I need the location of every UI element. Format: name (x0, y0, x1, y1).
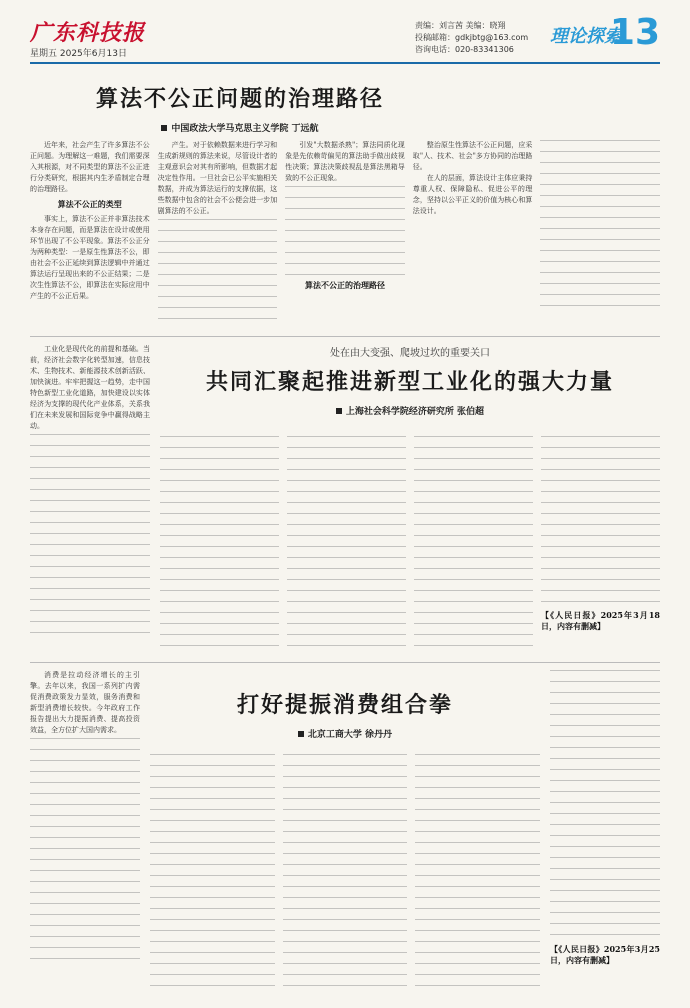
body-text-lines (283, 754, 408, 994)
byline-text: 中国政法大学马克思主义学院 丁远航 (171, 124, 319, 134)
email-line: 投稿邮箱：gdkjbtg@163.com (415, 33, 529, 42)
article-byline (160, 404, 660, 417)
intro-column (30, 344, 150, 649)
section-subhead: 算法不公正的治理路径 (304, 280, 385, 290)
phone-line: 咨询电话：020-83341306 (415, 45, 514, 54)
editors-info (415, 20, 528, 56)
column (414, 436, 533, 646)
paragraph: 近年来，社会产生了许多算法不公正问题。为理解这一难题，我们需要深入其根源，对不同类型的算法不公正进行分类研究，根据其内生矛盾制定合理的治理路径。 (30, 141, 150, 193)
column-4 (413, 140, 533, 320)
article-headline: 打好提振消费组合拳 (236, 692, 453, 718)
divider (30, 336, 660, 337)
column (287, 436, 406, 646)
column (541, 436, 660, 646)
column-5 (540, 140, 660, 320)
paragraph: 工业化是现代化的前提和基础。当前，经济社会数字化转型加速，信息技术、生物技术、新能源技术创新活跃、加快演进。牢牢把握这一趋势，走中国特色新型工业化道路，加快建设以实体经济为支撑的现代化产业体系，关系我们在未来发展和国际竞争中赢得战略主动。 (30, 345, 150, 430)
body-text-lines (30, 738, 140, 968)
article-byline (30, 121, 450, 134)
column-1 (30, 140, 150, 320)
masthead (30, 12, 660, 64)
article-kicker: 处在由大变强、爬坡过坎的重要关口 (330, 348, 490, 359)
column (283, 754, 408, 994)
page-number: 13 (609, 12, 660, 53)
bullet-square-icon (298, 731, 304, 737)
section-title: 理论探索 (550, 26, 622, 47)
body-text-lines (285, 186, 405, 276)
paragraph: 整治原生性算法不公正问题，应采取"人、技术、社会"多方协同的治理路径。 (412, 141, 533, 171)
bullet-square-icon (336, 408, 342, 414)
body-text-lines (541, 436, 660, 606)
column-3 (285, 140, 405, 320)
article-consumption (30, 670, 660, 1000)
source-note: 【《人民日报》2025年3月25日，内容有删减】 (550, 944, 660, 965)
section-subhead: 算法不公正的类型 (57, 199, 122, 209)
bullet-square-icon (161, 125, 167, 131)
editors-line: 责编：刘言茜 美编：晓翔 (415, 21, 506, 30)
article-headline: 共同汇聚起推进新型工业化的强大力量 (205, 369, 614, 395)
body-text-lines (414, 436, 533, 646)
body-text-lines (158, 219, 278, 322)
paragraph: 消费是拉动经济增长的主引擎。去年以来，我国一系列扩内需促消费政策发力显效，服务消费和新型消费增长较快。今年政府工作报告提出大力提振消费、提高投资效益，全方位扩大国内需求。 (30, 671, 140, 734)
body-text-lines (287, 436, 406, 646)
body-text-lines (30, 434, 150, 634)
byline-text: 北京工商大学 徐丹丹 (307, 730, 393, 740)
article-headline: 算法不公正问题的治理路径 (95, 86, 384, 112)
issue-date: 星期五 2025年6月13日 (30, 49, 127, 59)
article-byline (150, 727, 540, 740)
column (415, 754, 540, 994)
body-text-lines (150, 754, 275, 994)
body-text-lines (415, 754, 540, 994)
body-text-lines (550, 670, 660, 940)
source-note: 【《人民日报》2025年3月18日，内容有删减】 (541, 610, 660, 631)
body-text-lines (160, 436, 279, 646)
paragraph: 事实上，算法不公正并非算法技术本身存在问题，而是算法在设计或使用环节出现了不公平现象。算法不公正分为两种类型：一是原生性算法不公，即由社会不公正延续到算法逻辑中并通过算法运行呈现出来的不公正结果；二是次生性算法不公，即算法在实际应用中产生的不公正后果。 (30, 215, 150, 300)
column (160, 436, 279, 646)
column-2 (158, 140, 278, 320)
paragraph: 在人的层面，算法设计主体应秉持尊重人权、保障隐私、促进公平的理念，坚持以公平正义的价值为核心和算法设计。 (412, 174, 533, 215)
article-industrialization (30, 344, 660, 654)
byline-text: 上海社会科学院经济研究所 张伯超 (345, 407, 485, 417)
body-text-lines (540, 140, 660, 316)
divider (30, 662, 660, 663)
right-column (550, 670, 660, 995)
column (150, 754, 275, 994)
newspaper-logo: 广东科技报 (30, 21, 146, 46)
article-algorithm-fairness (30, 82, 660, 322)
intro-column (30, 670, 140, 995)
paragraph: 产生。对于依赖数据来进行学习和生成新规则的算法来说，尽管设计者的主观意识会对其有所影响，但数据才起决定性作用。一旦社会已公平实施相关数据，并成为算法运行的支撑依据，这些数据中包含的社会不公便会进一步加剧算法的不公正。 (157, 141, 278, 215)
paragraph: 引发"大数据杀熟"；算法同质化现象是先依赖苛偏见的算法助手做出歧视性决策；算法决策歧视乱是算法黑箱导致的不公正现象。 (285, 141, 405, 182)
